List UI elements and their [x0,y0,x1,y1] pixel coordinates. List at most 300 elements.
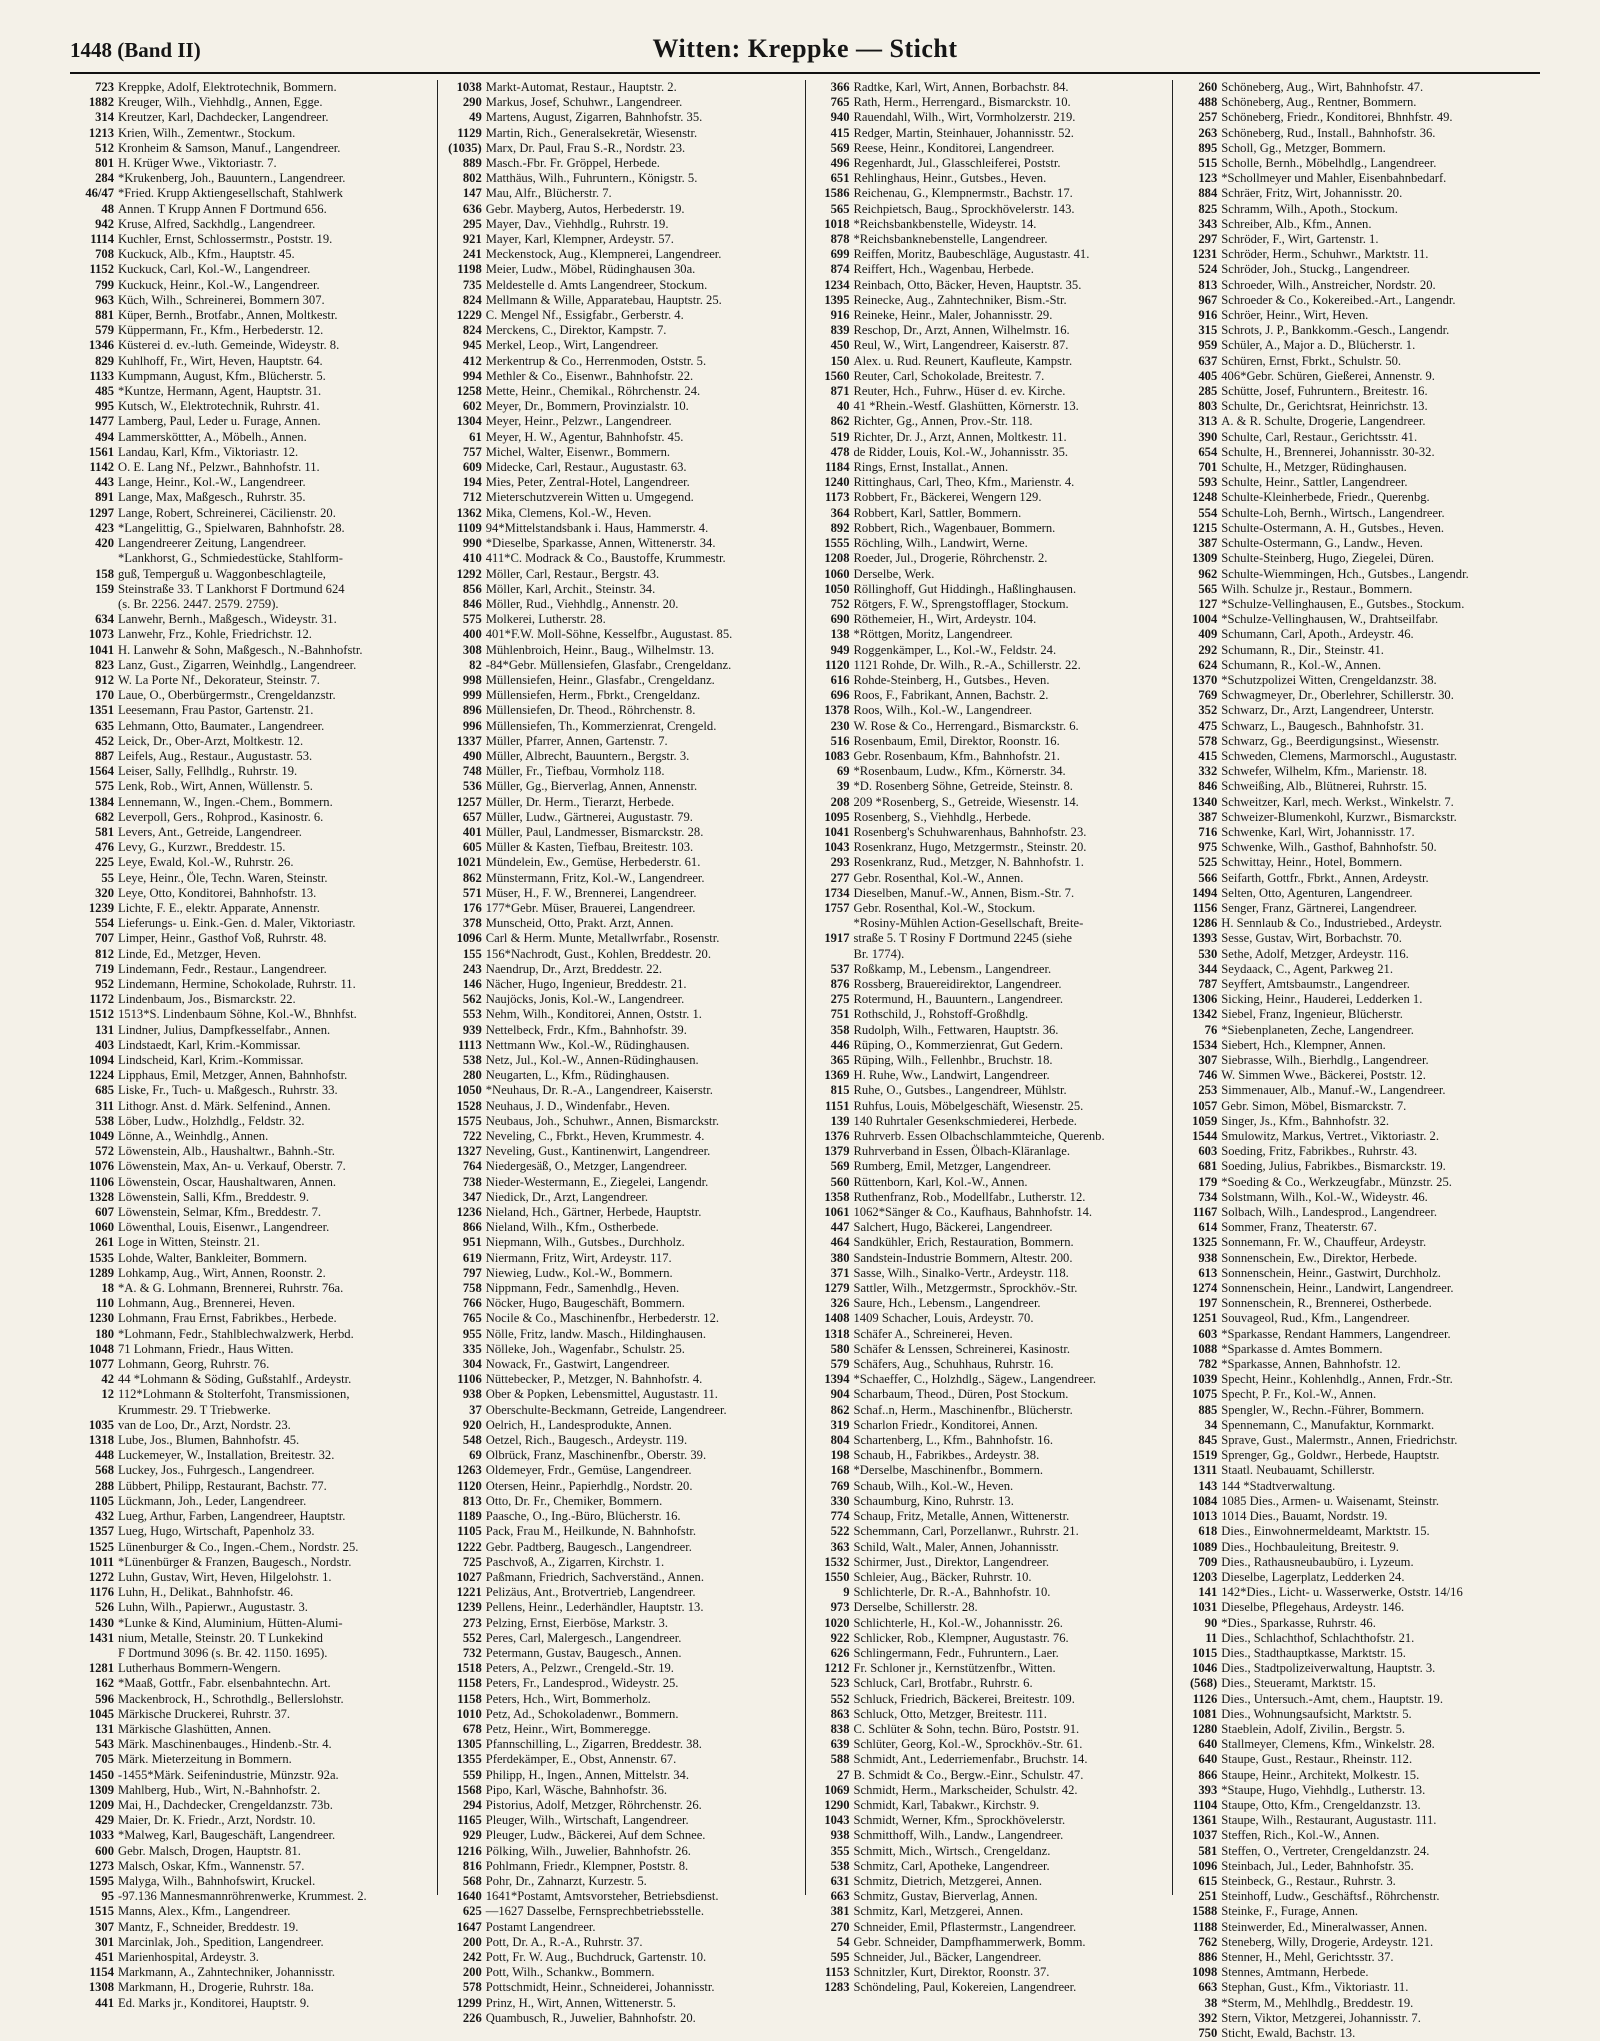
entry-text: Kreutzer, Karl, Dachdecker, Langendreer. [118,110,329,125]
directory-entry [812,1342,1169,1357]
phone-number: 578 [462,1980,482,1995]
phone-number: 1595 [88,1873,114,1888]
entry-text: Schaub, H., Fabrikbes., Ardeystr. 38. [853,1448,1040,1463]
entry-text: Dies., Einwohnermeldeamt, Marktstr. 15. [1221,1524,1430,1539]
entry-text: Küppermann, Fr., Kfm., Herbederstr. 12. [118,323,324,338]
entry-text: Möller, Carl, Restaur., Bergstr. 43. [485,566,660,581]
directory-entry [1179,1494,1536,1509]
entry-text: Schneider, Emil, Pflastermstr., Langendreer. [853,1919,1077,1934]
directory-entry [444,80,801,95]
directory-entry [76,1007,433,1022]
entry-text: Lohkamp, Aug., Wirt, Annen, Roonstr. 2. [118,1265,326,1280]
directory-entry [444,490,801,505]
directory-entry [76,1311,433,1326]
phone-number: 765 [462,1311,482,1326]
entry-text: Steffen, O., Vertreter, Crengeldanzstr. 24. [1221,1843,1430,1858]
phone-number: 1568 [456,1782,482,1797]
entry-text: Leye, Otto, Konditorei, Bahnhofstr. 13. [118,885,317,900]
entry-text: Kronheim & Samson, Manuf., Langendreer. [118,140,341,155]
entry-text: Schöneberg, Friedr., Konditorei, Bhnhfstr. 49. [1221,110,1453,125]
entry-text: Lindner, Julius, Dampfkesselfabr., Annen. [118,1022,331,1037]
entry-text: Lange, Heinr., Kol.-W., Langendreer. [118,475,306,490]
directory-entry [812,1935,1169,1950]
entry-text: Oberschulte-Beckmann, Getreide, Langendreer. [485,1402,727,1417]
entry-text: H. Krüger Wwe., Viktoriastr. 7. [118,156,277,171]
phone-number: 294 [462,1797,482,1812]
phone-number: 725 [462,1554,482,1569]
directory-entry [444,323,801,338]
directory-entry [812,1281,1169,1296]
phone-number: 1290 [824,1797,850,1812]
phone-number: 1173 [825,490,850,505]
phone-number: 1309 [1192,551,1218,566]
entry-text: Lückmann, Joh., Leder, Langendreer. [118,1493,307,1508]
phone-number: 682 [95,809,114,824]
entry-text: Staeblein, Adolf, Zivilin., Bergstr. 5. [1221,1721,1406,1736]
directory-entry [76,460,433,475]
entry-text: Müllensiefen, Th., Kommerzienrat, Crengeld. [485,718,717,733]
directory-entry [812,749,1169,764]
entry-text: Rüping, Wilh., Fellenhbr., Bruchstr. 18. [853,1053,1053,1067]
entry-text: *Schutzpolizei Witten, Crengeldanzstr. 38. [1221,672,1437,687]
directory-entry [444,1555,801,1570]
phone-number: 1299 [456,1995,482,2010]
entry-text: Sonnenschein, Heinr., Landwirt, Langendreer. [1221,1281,1454,1296]
entry-text: Steinstraße 33. T Lankhorst F Dortmund 624 [118,581,345,596]
directory-entry [1179,1570,1536,1585]
phone-number: 1512 [88,1007,114,1022]
phone-number: 1515 [88,1904,114,1919]
directory-entry [444,779,801,794]
directory-entry [444,1038,801,1053]
directory-entry [444,764,801,779]
directory-entry [1179,445,1536,460]
entry-text: Soeding, Julius, Fabrikbes., Bismarckstr. 19. [1221,1159,1446,1174]
entry-text: Reuter, Hch., Fuhrw., Hüser d. ev. Kirche. [853,384,1066,399]
phone-number: 387 [1198,809,1218,824]
directory-entry [76,1737,433,1752]
directory-entry [1179,825,1536,840]
phone-number: 347 [462,1189,482,1204]
directory-entry [444,1524,801,1539]
directory-entry [444,430,801,445]
entry-text: Alex. u. Rud. Reunert, Kaufleute, Kampstr. [853,353,1073,368]
entry-text: Carl & Herm. Munte, Metallwrfabr., Rosenstr. [485,931,720,946]
directory-entry [812,1874,1169,1889]
phone-number: 938 [1198,1250,1218,1265]
phone-number: 522 [830,1524,850,1539]
entry-text: 1085 Dies., Armen- u. Waisenamt, Steinstr. [1221,1493,1439,1508]
phone-number: 912 [95,672,114,687]
directory-entry [812,1524,1169,1539]
phone-number: 1039 [1192,1372,1218,1387]
entry-text: *Krukenberg, Joh., Bauuntern., Langendreer. [118,171,346,186]
phone-number: 146 [462,976,482,991]
entry-text: Annen. T Krupp Annen F Dortmund 656. [118,201,327,216]
phone-number: 846 [462,596,482,611]
entry-text: Luhn, Wilh., Papierwr., Augustastr. 3. [118,1600,308,1615]
phone-number: 962 [1198,566,1218,581]
directory-entry [444,1099,801,1114]
phone-number: 1015 [1192,1645,1218,1660]
directory-entry [444,262,801,277]
entry-text: Scholle, Bernh., Möbelhdlg., Langendreer. [1221,156,1437,171]
entry-text: Nettmann Ww., Kol.-W., Rüdinghausen. [485,1037,690,1052]
phone-number: 1311 [1192,1463,1218,1478]
phone-number: 1355 [456,1752,482,1767]
entry-text: Lueg, Hugo, Wirtschaft, Papenholz 33. [118,1524,315,1539]
directory-entry [76,1023,433,1038]
directory-entry [444,1920,801,1935]
directory-entry [76,1479,433,1494]
phone-number: 959 [1198,338,1218,353]
phone-number: 588 [830,1752,850,1767]
phone-number: 1060 [88,1220,114,1235]
directory-entry [76,779,433,794]
entry-text: Malsch, Oskar, Kfm., Wannenstr. 57. [118,1858,305,1873]
phone-number: 1057 [1192,1098,1218,1113]
phone-number: 308 [462,642,482,657]
phone-number: 554 [95,916,114,931]
entry-text: Neubaus, Joh., Schuhwr., Annen, Bismarckstr. [485,1113,720,1128]
phone-number: 162 [95,1676,114,1691]
directory-entry [1179,855,1536,870]
phone-number: 277 [830,870,850,885]
directory-entry [76,521,433,536]
directory-entry [1179,1920,1536,1935]
phone-number: 1176 [89,1585,114,1600]
phone-number: 1280 [1192,1721,1218,1736]
phone-number: 1113 [457,1037,482,1052]
directory-entry [444,1387,801,1402]
phone-number: 1882 [88,95,114,110]
phone-number: 1393 [1192,931,1218,946]
entry-text: Laue, O., Oberbürgermstr., Crengeldanzstr. [118,688,336,703]
phone-number: 998 [462,672,482,687]
phone-number: 1281 [88,1661,114,1676]
entry-text: Smulowitz, Markus, Vertret., Viktoriastr. 2. [1221,1129,1440,1144]
directory-entry [444,506,801,521]
directory-entry [812,1038,1169,1053]
entry-text: Ruhrverb. Essen Olbachschlammteiche, Querenb. [853,1129,1105,1144]
entry-text: Pottschmidt, Heinr., Schneiderei, Johannisstr. [485,1980,715,1995]
phone-number: 605 [462,840,482,855]
directory-entry [76,293,433,308]
phone-number: 198 [830,1448,850,1463]
phone-number: 443 [95,475,114,490]
entry-text: Dies., Untersuch.-Amt, chem., Hauptstr. 19. [1221,1691,1443,1706]
directory-entry [444,521,801,536]
entry-text: Leiser, Sally, Fellhdlg., Ruhrstr. 19. [118,764,298,779]
entry-text: Rosenberg's Schuhwarenhaus, Bahnhofstr. 23. [853,824,1087,839]
phone-number: 230 [830,718,850,733]
phone-number: 450 [830,338,850,353]
entry-text: Schwefer, Wilhelm, Kfm., Marienstr. 18. [1221,764,1428,779]
directory-entry [1179,156,1536,171]
phone-number: 681 [1198,1159,1218,1174]
directory-entry [76,1950,433,1965]
directory-entry [812,551,1169,566]
directory-entry [444,1585,801,1600]
directory-entry [444,1311,801,1326]
entry-text: Sprenger, Gg., Goldwr., Herbede, Hauptstr. [1221,1448,1440,1463]
entry-text: *Schollmeyer und Mahler, Eisenbahnbedarf. [1221,171,1447,186]
phone-number: 895 [1198,140,1218,155]
directory-entry [444,1950,801,1965]
phone-number: 871 [830,384,850,399]
directory-entry [1179,1342,1536,1357]
entry-text: Lohmann, Frau Ernst, Fabrikbes., Herbede. [118,1311,337,1326]
directory-entry [76,475,433,490]
entry-text: *Sparkasse d. Amtes Bommern. [1221,1341,1383,1356]
directory-entry [444,1266,801,1281]
phone-number: 1575 [456,1113,482,1128]
entry-text: Lanz, Gust., Zigarren, Weinhdlg., Langendreer. [118,657,357,672]
phone-number: 243 [462,961,482,976]
phone-number: 1240 [824,475,850,490]
directory-entry [76,734,433,749]
directory-entry [1179,1023,1536,1038]
directory-entry [444,1448,801,1463]
entry-text: Schöndeling, Paul, Kokereien, Langendreer. [853,1980,1077,1995]
phone-number: 996 [462,718,482,733]
phone-number: 640 [1198,1737,1218,1752]
directory-entry [76,1524,433,1539]
phone-number: 168 [830,1463,850,1478]
directory-entry [76,551,433,566]
directory-entry [1179,323,1536,338]
directory-entry [444,1844,801,1859]
entry-text: W. Simmen Wwe., Bäckerei, Poststr. 12. [1221,1068,1426,1083]
directory-entry [444,1342,801,1357]
phone-number: 685 [95,1083,114,1098]
phone-number: 631 [830,1873,850,1888]
phone-number: 54 [836,1934,850,1949]
directory-entry [1179,597,1536,612]
entry-text: *A. & G. Lohmann, Brennerei, Ruhrstr. 76a. [118,1281,344,1296]
entry-text: Schaf..n, Herm., Maschinenfbr., Blücherstr. [853,1402,1073,1417]
entry-text: Methler & Co., Eisenwr., Bahnhofstr. 22. [485,368,694,383]
directory-entry [1179,703,1536,718]
directory-entry [444,202,801,217]
directory-entry [1179,1859,1536,1874]
directory-entry [1179,95,1536,110]
phone-number: 797 [462,1265,482,1280]
directory-entry [76,1996,433,2011]
directory-entry [76,262,433,277]
entry-text: Mündelein, Ew., Gemüse, Herbederstr. 61. [485,855,701,870]
directory-entry [1179,734,1536,749]
phone-number: 963 [95,292,114,307]
directory-entry [1179,567,1536,582]
entry-text: C. Mengel Nf., Essigfabr., Gerberstr. 4. [485,308,684,323]
directory-entry [76,931,433,946]
entry-text: Midecke, Carl, Restaur., Augustastr. 63. [485,460,687,475]
phone-number: 496 [830,156,850,171]
entry-text: Müller, Pfarrer, Annen, Gartenstr. 7. [485,733,668,748]
directory-entry [76,1387,433,1402]
directory-entry [444,1220,801,1235]
directory-entry [76,384,433,399]
entry-text: Rittinghaus, Carl, Theo, Kfm., Marienstr. 4. [853,475,1075,490]
phone-number: 657 [462,809,482,824]
entry-text: Reul, W., Wirt, Langendreer, Kaiserstr. 87. [853,338,1069,353]
entry-text: Schneider, Jul., Bäcker, Langendreer. [853,1949,1042,1964]
entry-text: Schweden, Clemens, Marmorschl., Augustastr. [1221,748,1458,763]
phone-number: 447 [830,1220,850,1235]
directory-entry [812,1053,1169,1068]
phone-number: 829 [95,353,114,368]
entry-text: Schreiber, Alb., Kfm., Annen. [1221,216,1372,231]
directory-entry [444,1768,801,1783]
directory-entry [1179,1357,1536,1372]
entry-text: 1641*Postamt, Amtsvorsteher, Betriebsdienst. [485,1889,719,1904]
directory-entry [1179,126,1536,141]
entry-text: Reichenau, G., Klempnermstr., Bachstr. 17. [853,186,1073,201]
entry-text: Pipo, Karl, Wäsche, Bahnhofstr. 36. [485,1782,668,1797]
directory-entry [76,430,433,445]
phone-number: 1109 [457,520,482,535]
phone-number: 862 [462,870,482,885]
phone-number: 1408 [824,1311,850,1326]
entry-text: Schmitt, Mich., Wirtsch., Crengeldanz. [853,1843,1051,1858]
entry-text: Nettelbeck, Frdr., Kfm., Bahnhofstr. 39. [485,1022,687,1037]
entry-text: Steinke, F., Furage, Annen. [1221,1904,1359,1919]
phone-number: 1588 [1192,1904,1218,1919]
phone-number: 1394 [824,1372,850,1387]
phone-number: 1305 [456,1737,482,1752]
phone-number: 429 [95,1813,114,1828]
directory-entry [812,1311,1169,1326]
entry-text: Schroeder, Wilh., Anstreicher, Nordstr. 20. [1221,277,1436,292]
directory-entry [1179,1418,1536,1433]
entry-text: Schulte-Wiemmingen, Hch., Gutsbes., Langendr. [1221,566,1469,581]
directory-entry [76,278,433,293]
entry-text: Dies., Wohnungsaufsicht, Marktstr. 5. [1221,1706,1412,1721]
directory-entry [76,1540,433,1555]
phone-number: 523 [830,1676,850,1691]
directory-entry [76,95,433,110]
entry-text: *Röttgen, Moritz, Langendreer. [853,627,1013,642]
phone-number: 155 [462,946,482,961]
directory-entry [444,1722,801,1737]
directory-entry [76,840,433,855]
directory-entry [76,1570,433,1585]
phone-number: 1020 [824,1615,850,1630]
phone-number: 127 [1198,596,1218,611]
entry-text: Schemmann, Carl, Porzellanwr., Ruhrstr. 21. [853,1524,1079,1539]
directory-entry [812,323,1169,338]
phone-number: 881 [95,308,114,323]
phone-number: 1120 [457,1478,482,1493]
entry-text: Rotermund, H., Bauuntern., Langendreer. [853,992,1063,1007]
directory-entry [812,719,1169,734]
phone-number: 401 [462,824,482,839]
phone-number: 1041 [824,824,850,839]
phone-number: 1172 [89,992,114,1007]
directory-entry [444,1494,801,1509]
entry-text: Rothschild, J., Rohstoff-Großhdlg. [853,1007,1029,1022]
directory-entry [76,1752,433,1767]
directory-entry [812,156,1169,171]
entry-text: Sonnemann, Fr. W., Chauffeur, Ardeystr. [1221,1235,1427,1250]
phone-number: 131 [95,1022,114,1037]
directory-entry [1179,1798,1536,1813]
phone-number: 891 [95,490,114,505]
phone-number: 1046 [1192,1661,1218,1676]
entry-text: Schäfers, Aug., Schuhhaus, Ruhrstr. 16. [853,1357,1054,1372]
directory-entry [1179,673,1536,688]
phone-number: 614 [1198,1220,1218,1235]
phone-number: 1105 [457,1524,482,1539]
phone-number: 1038 [456,80,482,94]
entry-text: *Lohmann, Fedr., Stahlblechwalzwerk, Herbd. [118,1326,354,1341]
entry-text: Löwenstein, Selmar, Kfm., Breddestr. 7. [118,1205,322,1220]
phone-number: 485 [95,384,114,399]
directory-entry [76,445,433,460]
entry-text: Robbert, Fr., Bäckerei, Wengern 129. [853,490,1042,505]
directory-entry [812,1722,1169,1737]
phone-number: 690 [830,612,850,627]
phone-number: 1216 [456,1843,482,1858]
entry-text: Rudolph, Wilh., Fettwaren, Hauptstr. 36. [853,1022,1059,1037]
directory-entry [812,521,1169,536]
entry-text: Sonnenschein, Heinr., Gastwirt, Durchholz. [1221,1265,1441,1280]
entry-text: Scharlon Friedr., Konditorei, Annen. [853,1417,1038,1432]
phone-number: 143 [1198,1478,1218,1493]
directory-entry [444,1007,801,1022]
entry-text: *Soeding & Co., Werkzeugfabr., Münzstr. 25. [1221,1174,1452,1189]
entry-text: Kreppke, Adolf, Elektrotechnik, Bommern. [118,80,337,94]
directory-entry [812,1813,1169,1828]
entry-text: *Sparkasse, Rendant Hammers, Langendreer. [1221,1326,1451,1341]
entry-text: Mies, Peter, Zentral-Hotel, Langendreer. [485,475,690,490]
phone-number: 619 [462,1250,482,1265]
phone-number: 618 [1198,1524,1218,1539]
entry-text: Oelrich, H., Landesprodukte, Annen. [485,1417,672,1432]
entry-text: Lithogr. Anst. d. Märk. Selfenind., Annen. [118,1098,331,1113]
entry-text: Pohr, Dr., Zahnarzt, Kurzestr. 5. [485,1873,647,1888]
phone-number: 1450 [88,1767,114,1782]
directory-entry [444,1159,801,1174]
entry-text: Rohde-Steinberg, H., Gutsbes., Heven. [853,672,1050,687]
entry-text: Landau, Karl, Kfm., Viktoriastr. 12. [118,444,299,459]
entry-text: Kuchler, Ernst, Schlossermstr., Poststr. 19. [118,232,333,247]
phone-number: 543 [95,1737,114,1752]
entry-text: Luckemeyer, W., Installation, Breitestr. 32. [118,1448,335,1463]
directory-entry [76,886,433,901]
entry-text: *Rosenbaum, Ludw., Kfm., Körnerstr. 34. [853,764,1066,779]
directory-entry [812,186,1169,201]
entry-text: Rosenberg, S., Viehhdlg., Herbede. [853,809,1032,824]
entry-text: Kuckuck, Carl, Kol.-W., Langendreer. [118,262,311,277]
directory-entry [1179,202,1536,217]
entry-text: Oetzel, Rich., Baugesch., Ardeystr. 119. [485,1433,688,1448]
phone-number: 12 [101,1387,114,1402]
phone-number: 242 [462,1949,482,1964]
phone-number: 197 [1198,1296,1218,1311]
entry-text: Schramm, Wilh., Apoth., Stockum. [1221,201,1398,216]
entry-text: Sommer, Franz, Theaterstr. 67. [1221,1220,1377,1235]
directory-entry [812,1083,1169,1098]
directory-entry [76,1676,433,1691]
entry-text: Schmidt, Karl, Tabakwr., Kirchstr. 9. [853,1797,1040,1812]
directory-entry [1179,1038,1536,1053]
entry-text: Müller, Dr. Herm., Tierarzt, Herbede. [485,794,675,809]
entry-text: Martens, August, Zigarren, Bahnhofstr. 35. [485,110,703,125]
directory-entry [812,1296,1169,1311]
directory-entry [76,1327,433,1342]
